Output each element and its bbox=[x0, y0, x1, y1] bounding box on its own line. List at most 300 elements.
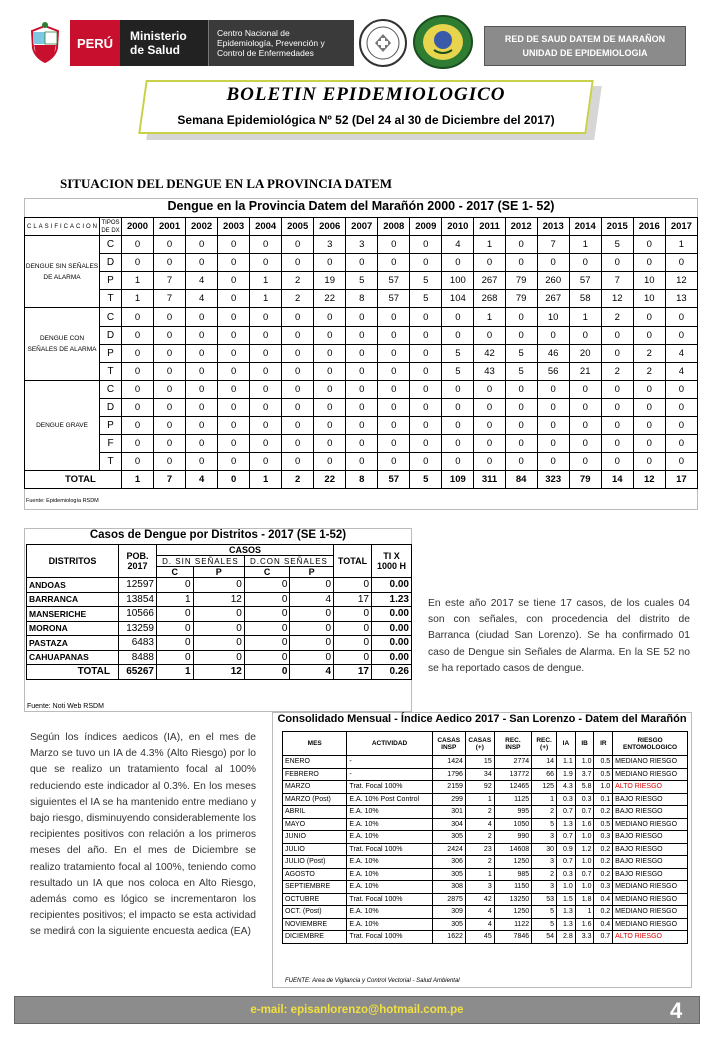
case-count-cell: 0 bbox=[314, 435, 346, 453]
risk-level-cell: MEDIANO RIESGO bbox=[613, 768, 688, 781]
case-count-cell: 0 bbox=[282, 308, 314, 326]
case-count-cell: 0 bbox=[410, 398, 442, 416]
column-header: IB bbox=[575, 732, 594, 756]
case-count-cell: 0 bbox=[378, 380, 410, 398]
containers-inspected-cell: 13772 bbox=[494, 768, 531, 781]
bulletin-subtitle: Semana Epidemiológica Nº 52 (Del 24 al 30 de Diciembre del 2017) bbox=[177, 113, 555, 127]
risk-level-cell: MEDIANO RIESGO bbox=[613, 906, 688, 919]
case-count-cell: 0 bbox=[218, 326, 250, 344]
ib-cell: 1.0 bbox=[575, 881, 594, 894]
case-count-cell: 0 bbox=[378, 435, 410, 453]
dx-type-cell: P bbox=[100, 272, 122, 290]
confirmed-with-signs-cell: 0 bbox=[244, 578, 290, 593]
ib-cell: 0.7 bbox=[575, 868, 594, 881]
ib-cell: 1 bbox=[575, 906, 594, 919]
case-count-cell: 0 bbox=[154, 417, 186, 435]
ir-cell: 0.2 bbox=[594, 843, 613, 856]
population-cell: 13854 bbox=[119, 592, 157, 607]
table-header-row bbox=[283, 732, 688, 756]
classification-cell: DENGUE SIN SEÑALES DE ALARMA bbox=[25, 236, 100, 308]
total-cell: 84 bbox=[505, 471, 537, 489]
month-cell: SEPTIEMBRE bbox=[283, 881, 347, 894]
houses-positive-cell: 3 bbox=[465, 881, 494, 894]
district-name: MANSERICHE bbox=[27, 607, 119, 622]
column-header-year: 2011 bbox=[474, 218, 505, 236]
case-count-cell: 0 bbox=[633, 453, 665, 471]
case-count-cell: 0 bbox=[442, 435, 474, 453]
confirmed-without-signs-cell: 0 bbox=[157, 578, 194, 593]
case-count-cell: 0 bbox=[250, 362, 282, 380]
case-count-cell: 0 bbox=[218, 362, 250, 380]
case-count-cell: 0 bbox=[537, 417, 569, 435]
table-row bbox=[283, 781, 688, 794]
table-header-row bbox=[25, 218, 698, 236]
ib-cell: 0.7 bbox=[575, 806, 594, 819]
activity-cell: E.A. 10% bbox=[347, 831, 432, 844]
case-count-cell: 0 bbox=[122, 362, 154, 380]
houses-positive-cell: 34 bbox=[465, 768, 494, 781]
containers-inspected-cell: 12465 bbox=[494, 781, 531, 794]
houses-positive-cell: 92 bbox=[465, 781, 494, 794]
column-header-population: POB. 2017 bbox=[119, 545, 157, 578]
case-count-cell: 5 bbox=[505, 344, 537, 362]
activity-cell: Trat. Focal 100% bbox=[347, 843, 432, 856]
column-header-year: 2012 bbox=[505, 218, 537, 236]
dx-type-cell: T bbox=[100, 453, 122, 471]
case-count-cell: 0 bbox=[505, 326, 537, 344]
total-label: TOTAL bbox=[25, 471, 122, 489]
case-count-cell: 0 bbox=[601, 254, 633, 272]
column-header: CASAS (+) bbox=[465, 732, 494, 756]
containers-inspected-cell: 1125 bbox=[494, 793, 531, 806]
containers-positive-cell: 3 bbox=[532, 831, 557, 844]
ia-cell: 1.3 bbox=[557, 918, 576, 931]
case-count-cell: 1 bbox=[250, 272, 282, 290]
case-count-cell: 0 bbox=[601, 398, 633, 416]
case-count-cell: 57 bbox=[378, 290, 410, 308]
ir-cell: 0.2 bbox=[594, 806, 613, 819]
column-header-year: 2016 bbox=[633, 218, 665, 236]
houses-inspected-cell: 299 bbox=[432, 793, 465, 806]
case-count-cell: 0 bbox=[442, 254, 474, 272]
column-header: ACTIVIDAD bbox=[347, 732, 432, 756]
dengue-history-table-title: Dengue en la Provincia Datem del Marañón 2000 - 2017 (SE 1- 52) bbox=[167, 199, 555, 213]
case-count-cell: 1 bbox=[474, 308, 505, 326]
case-count-cell: 0 bbox=[569, 417, 601, 435]
case-count-cell: 1 bbox=[122, 272, 154, 290]
case-count-cell: 0 bbox=[218, 308, 250, 326]
case-count-cell: 7 bbox=[154, 272, 186, 290]
case-count-cell: 0 bbox=[442, 398, 474, 416]
confirmed-without-signs-cell: 0 bbox=[157, 621, 194, 636]
case-count-cell: 0 bbox=[218, 290, 250, 308]
ia-cell: 0.3 bbox=[557, 868, 576, 881]
table-row bbox=[27, 636, 412, 651]
table-row bbox=[25, 380, 698, 398]
dx-type-cell: D bbox=[100, 326, 122, 344]
district-cases-table-title: Casos de Dengue por Distritos - 2017 (SE 1-52) bbox=[89, 529, 347, 541]
population-cell: 65267 bbox=[119, 665, 157, 680]
case-count-cell: 0 bbox=[122, 344, 154, 362]
case-count-cell: 0 bbox=[186, 380, 218, 398]
case-count-cell: 57 bbox=[569, 272, 601, 290]
month-cell: FEBRERO bbox=[283, 768, 347, 781]
case-count-cell: 5 bbox=[410, 290, 442, 308]
column-header-year: 2001 bbox=[154, 218, 186, 236]
case-count-cell: 0 bbox=[186, 453, 218, 471]
risk-level-cell: MEDIANO RIESGO bbox=[613, 893, 688, 906]
case-count-cell: 0 bbox=[122, 435, 154, 453]
case-count-cell: 0 bbox=[186, 254, 218, 272]
case-count-cell: 0 bbox=[154, 362, 186, 380]
column-header-dx-type: TIPOS DE DX bbox=[100, 218, 122, 236]
month-cell: MARZO bbox=[283, 781, 347, 794]
column-header: MES bbox=[283, 732, 347, 756]
case-count-cell: 0 bbox=[378, 362, 410, 380]
incidence-rate-cell: 0.00 bbox=[372, 650, 412, 665]
case-count-cell: 1 bbox=[250, 290, 282, 308]
containers-positive-cell: 125 bbox=[532, 781, 557, 794]
probable-without-signs-cell: 0 bbox=[193, 607, 244, 622]
activity-cell: E.A. 10% bbox=[347, 856, 432, 869]
risk-level-cell: MEDIANO RIESGO bbox=[613, 818, 688, 831]
case-count-cell: 0 bbox=[442, 380, 474, 398]
risk-level-cell: BAJO RIESGO bbox=[613, 806, 688, 819]
containers-positive-cell: 54 bbox=[532, 931, 557, 944]
case-count-cell: 1 bbox=[474, 236, 505, 254]
case-count-cell: 10 bbox=[633, 272, 665, 290]
risk-level-cell: BAJO RIESGO bbox=[613, 856, 688, 869]
column-header-year: 2006 bbox=[314, 218, 346, 236]
total-row bbox=[27, 665, 412, 680]
table-row bbox=[283, 881, 688, 894]
column-header-year: 2013 bbox=[537, 218, 569, 236]
case-count-cell: 0 bbox=[346, 453, 378, 471]
total-cell: 1 bbox=[122, 471, 154, 489]
page-number: 4 bbox=[670, 998, 683, 1023]
total-cell: 2 bbox=[282, 471, 314, 489]
ir-cell: 0.1 bbox=[594, 793, 613, 806]
activity-cell: Trat. Focal 100% bbox=[347, 781, 432, 794]
case-count-cell: 0 bbox=[378, 308, 410, 326]
case-count-cell: 0 bbox=[154, 344, 186, 362]
case-count-cell: 58 bbox=[569, 290, 601, 308]
houses-positive-cell: 23 bbox=[465, 843, 494, 856]
ia-cell: 2.8 bbox=[557, 931, 576, 944]
ia-cell: 1.3 bbox=[557, 818, 576, 831]
houses-positive-cell: 2 bbox=[465, 831, 494, 844]
case-count-cell: 0 bbox=[218, 272, 250, 290]
case-count-cell: 0 bbox=[122, 453, 154, 471]
houses-positive-cell: 15 bbox=[465, 756, 494, 769]
containers-positive-cell: 53 bbox=[532, 893, 557, 906]
summary-paragraph: En este año 2017 se tiene 17 casos, de los cuales 04 son con señales, con procedencia del distrito de Barranca (ciudad San Lorenzo). Se ha confirmado 01 caso de Dengue sin Señales de Alarma. En la SE 52 no se ha reportado casos de dengue. bbox=[428, 598, 690, 674]
column-header-confirmed: C bbox=[157, 567, 194, 578]
case-count-cell: 0 bbox=[569, 254, 601, 272]
case-count-cell: 5 bbox=[442, 344, 474, 362]
risk-level-cell: BAJO RIESGO bbox=[613, 868, 688, 881]
ib-cell: 0.3 bbox=[575, 793, 594, 806]
dx-type-cell: F bbox=[100, 435, 122, 453]
case-count-cell: 0 bbox=[505, 308, 537, 326]
case-count-cell: 0 bbox=[218, 453, 250, 471]
case-count-cell: 0 bbox=[250, 435, 282, 453]
activity-cell: E.A. 10% bbox=[347, 881, 432, 894]
case-count-cell: 0 bbox=[186, 417, 218, 435]
containers-inspected-cell: 1122 bbox=[494, 918, 531, 931]
case-count-cell: 4 bbox=[186, 290, 218, 308]
houses-positive-cell: 1 bbox=[465, 793, 494, 806]
containers-inspected-cell: 2774 bbox=[494, 756, 531, 769]
case-count-cell: 0 bbox=[282, 417, 314, 435]
table-header-row bbox=[27, 545, 412, 556]
case-count-cell: 0 bbox=[122, 236, 154, 254]
containers-inspected-cell: 1150 bbox=[494, 881, 531, 894]
containers-positive-cell: 5 bbox=[532, 918, 557, 931]
case-count-cell: 0 bbox=[505, 254, 537, 272]
case-count-cell: 0 bbox=[186, 435, 218, 453]
total-cell: 5 bbox=[410, 471, 442, 489]
case-count-cell: 0 bbox=[186, 236, 218, 254]
activity-cell: E.A. 10% bbox=[347, 868, 432, 881]
houses-inspected-cell: 305 bbox=[432, 868, 465, 881]
case-count-cell: 0 bbox=[410, 344, 442, 362]
ir-cell: 0.5 bbox=[594, 768, 613, 781]
confirmed-without-signs-cell: 0 bbox=[157, 650, 194, 665]
case-count-cell: 0 bbox=[665, 398, 697, 416]
case-count-cell: 0 bbox=[314, 380, 346, 398]
case-count-cell: 0 bbox=[442, 417, 474, 435]
column-header: IA bbox=[557, 732, 576, 756]
houses-inspected-cell: 305 bbox=[432, 918, 465, 931]
ib-cell: 1.6 bbox=[575, 918, 594, 931]
houses-inspected-cell: 306 bbox=[432, 856, 465, 869]
case-count-cell: 104 bbox=[442, 290, 474, 308]
houses-positive-cell: 1 bbox=[465, 868, 494, 881]
table-row bbox=[283, 831, 688, 844]
population-cell: 6483 bbox=[119, 636, 157, 651]
case-count-cell: 4 bbox=[186, 272, 218, 290]
houses-inspected-cell: 2875 bbox=[432, 893, 465, 906]
activity-cell: E.A. 10% bbox=[347, 906, 432, 919]
containers-inspected-cell: 14608 bbox=[494, 843, 531, 856]
probable-with-signs-cell: 4 bbox=[290, 665, 334, 680]
column-header-classification: CLASIFICACION bbox=[25, 218, 100, 236]
containers-inspected-cell: 985 bbox=[494, 868, 531, 881]
case-count-cell: 0 bbox=[474, 453, 505, 471]
case-count-cell: 268 bbox=[474, 290, 505, 308]
risk-level-cell: MEDIANO RIESGO bbox=[613, 756, 688, 769]
probable-with-signs-cell: 0 bbox=[290, 621, 334, 636]
case-count-cell: 0 bbox=[186, 326, 218, 344]
column-header-year: 2007 bbox=[346, 218, 378, 236]
case-count-cell: 0 bbox=[601, 435, 633, 453]
activity-cell: E.A. 10% Post Control bbox=[347, 793, 432, 806]
case-count-cell: 0 bbox=[218, 254, 250, 272]
case-count-cell: 0 bbox=[474, 435, 505, 453]
containers-inspected-cell: 990 bbox=[494, 831, 531, 844]
houses-positive-cell: 4 bbox=[465, 818, 494, 831]
containers-inspected-cell: 1250 bbox=[494, 856, 531, 869]
houses-inspected-cell: 301 bbox=[432, 806, 465, 819]
table-row bbox=[283, 768, 688, 781]
column-header: IR bbox=[594, 732, 613, 756]
case-count-cell: 0 bbox=[378, 453, 410, 471]
case-count-cell: 0 bbox=[665, 308, 697, 326]
case-count-cell: 0 bbox=[633, 435, 665, 453]
case-count-cell: 4 bbox=[442, 236, 474, 254]
district-name: TOTAL bbox=[27, 665, 119, 680]
case-count-cell: 10 bbox=[537, 308, 569, 326]
case-count-cell: 3 bbox=[314, 236, 346, 254]
case-count-cell: 0 bbox=[282, 362, 314, 380]
case-count-cell: 0 bbox=[154, 380, 186, 398]
ib-cell: 1.0 bbox=[575, 856, 594, 869]
case-count-cell: 1 bbox=[569, 236, 601, 254]
column-header-total: TOTAL bbox=[334, 545, 372, 578]
case-count-cell: 0 bbox=[250, 344, 282, 362]
case-count-cell: 0 bbox=[569, 453, 601, 471]
peru-coat-of-arms-logo bbox=[22, 20, 68, 66]
activity-cell: E.A. 10% bbox=[347, 918, 432, 931]
case-count-cell: 0 bbox=[410, 254, 442, 272]
case-count-cell: 0 bbox=[569, 326, 601, 344]
column-header-probable: P bbox=[290, 567, 334, 578]
case-count-cell: 0 bbox=[346, 398, 378, 416]
ir-cell: 0.5 bbox=[594, 756, 613, 769]
ir-cell: 0.5 bbox=[594, 818, 613, 831]
ir-cell: 0.3 bbox=[594, 881, 613, 894]
case-count-cell: 0 bbox=[474, 417, 505, 435]
month-cell: ENERO bbox=[283, 756, 347, 769]
table-row bbox=[283, 893, 688, 906]
case-count-cell: 0 bbox=[346, 417, 378, 435]
case-count-cell: 0 bbox=[186, 344, 218, 362]
case-count-cell: 0 bbox=[346, 380, 378, 398]
datem-network-seal-icon bbox=[412, 14, 474, 70]
probable-with-signs-cell: 0 bbox=[290, 650, 334, 665]
case-count-cell: 0 bbox=[250, 326, 282, 344]
total-cell: 109 bbox=[442, 471, 474, 489]
case-count-cell: 13 bbox=[665, 290, 697, 308]
containers-inspected-cell: 13250 bbox=[494, 893, 531, 906]
case-count-cell: 0 bbox=[505, 236, 537, 254]
case-count-cell: 0 bbox=[314, 453, 346, 471]
case-count-cell: 0 bbox=[250, 398, 282, 416]
containers-inspected-cell: 7846 bbox=[494, 931, 531, 944]
table-row bbox=[283, 843, 688, 856]
confirmed-without-signs-cell: 0 bbox=[157, 607, 194, 622]
district-cases-table bbox=[26, 544, 412, 680]
probable-without-signs-cell: 12 bbox=[193, 592, 244, 607]
ia-cell: 0.7 bbox=[557, 831, 576, 844]
case-count-cell: 0 bbox=[154, 435, 186, 453]
containers-inspected-cell: 1250 bbox=[494, 906, 531, 919]
risk-level-cell: BAJO RIESGO bbox=[613, 843, 688, 856]
case-count-cell: 0 bbox=[537, 326, 569, 344]
case-count-cell: 0 bbox=[505, 435, 537, 453]
case-count-cell: 19 bbox=[314, 272, 346, 290]
case-count-cell: 0 bbox=[601, 453, 633, 471]
case-count-cell: 0 bbox=[186, 308, 218, 326]
case-count-cell: 0 bbox=[633, 308, 665, 326]
table-row bbox=[27, 592, 412, 607]
case-count-cell: 0 bbox=[154, 236, 186, 254]
table-row bbox=[283, 931, 688, 944]
activity-cell: - bbox=[347, 756, 432, 769]
column-header: RIESGO ENTOMOLOGICO bbox=[613, 732, 688, 756]
houses-inspected-cell: 2159 bbox=[432, 781, 465, 794]
case-count-cell: 0 bbox=[314, 398, 346, 416]
month-cell: JULIO (Post) bbox=[283, 856, 347, 869]
case-count-cell: 0 bbox=[537, 254, 569, 272]
case-count-cell: 0 bbox=[410, 236, 442, 254]
case-count-cell: 0 bbox=[154, 453, 186, 471]
ia-cell: 1.0 bbox=[557, 881, 576, 894]
ia-cell: 1.5 bbox=[557, 893, 576, 906]
ib-cell: 3.7 bbox=[575, 768, 594, 781]
ib-cell: 1.0 bbox=[575, 831, 594, 844]
confirmed-with-signs-cell: 0 bbox=[244, 665, 290, 680]
case-count-cell: 260 bbox=[537, 272, 569, 290]
month-cell: MAYO bbox=[283, 818, 347, 831]
total-cell: 1 bbox=[250, 471, 282, 489]
case-count-cell: 0 bbox=[665, 326, 697, 344]
epidemiology-center-logo: Centro Nacional de Epidemiología, Prevención y Control de Enfermedades bbox=[208, 20, 354, 66]
dx-type-cell: C bbox=[100, 236, 122, 254]
case-count-cell: 267 bbox=[537, 290, 569, 308]
district-total-cell: 0 bbox=[334, 636, 372, 651]
case-count-cell: 0 bbox=[378, 326, 410, 344]
case-count-cell: 0 bbox=[378, 398, 410, 416]
case-count-cell: 0 bbox=[122, 380, 154, 398]
table-row bbox=[25, 344, 698, 362]
dx-type-cell: T bbox=[100, 290, 122, 308]
case-count-cell: 7 bbox=[601, 272, 633, 290]
houses-positive-cell: 2 bbox=[465, 856, 494, 869]
total-cell: 79 bbox=[569, 471, 601, 489]
case-count-cell: 0 bbox=[633, 236, 665, 254]
probable-without-signs-cell: 12 bbox=[193, 665, 244, 680]
table-row bbox=[25, 362, 698, 380]
population-cell: 12597 bbox=[119, 578, 157, 593]
month-cell: JULIO bbox=[283, 843, 347, 856]
column-header-probable: P bbox=[193, 567, 244, 578]
dx-type-cell: P bbox=[100, 417, 122, 435]
case-count-cell: 57 bbox=[378, 272, 410, 290]
case-count-cell: 0 bbox=[250, 236, 282, 254]
table-row bbox=[25, 272, 698, 290]
case-count-cell: 4 bbox=[665, 362, 697, 380]
containers-positive-cell: 66 bbox=[532, 768, 557, 781]
incidence-rate-cell: 0.00 bbox=[372, 607, 412, 622]
case-count-cell: 0 bbox=[218, 344, 250, 362]
dx-type-cell: C bbox=[100, 380, 122, 398]
case-count-cell: 3 bbox=[346, 236, 378, 254]
table-row bbox=[283, 906, 688, 919]
case-count-cell: 0 bbox=[410, 417, 442, 435]
case-count-cell: 2 bbox=[633, 362, 665, 380]
case-count-cell: 5 bbox=[601, 236, 633, 254]
case-count-cell: 0 bbox=[410, 453, 442, 471]
case-count-cell: 8 bbox=[346, 290, 378, 308]
containers-inspected-cell: 1050 bbox=[494, 818, 531, 831]
case-count-cell: 0 bbox=[601, 344, 633, 362]
case-count-cell: 2 bbox=[282, 272, 314, 290]
case-count-cell: 2 bbox=[601, 362, 633, 380]
table-row bbox=[27, 650, 412, 665]
table-row bbox=[25, 453, 698, 471]
